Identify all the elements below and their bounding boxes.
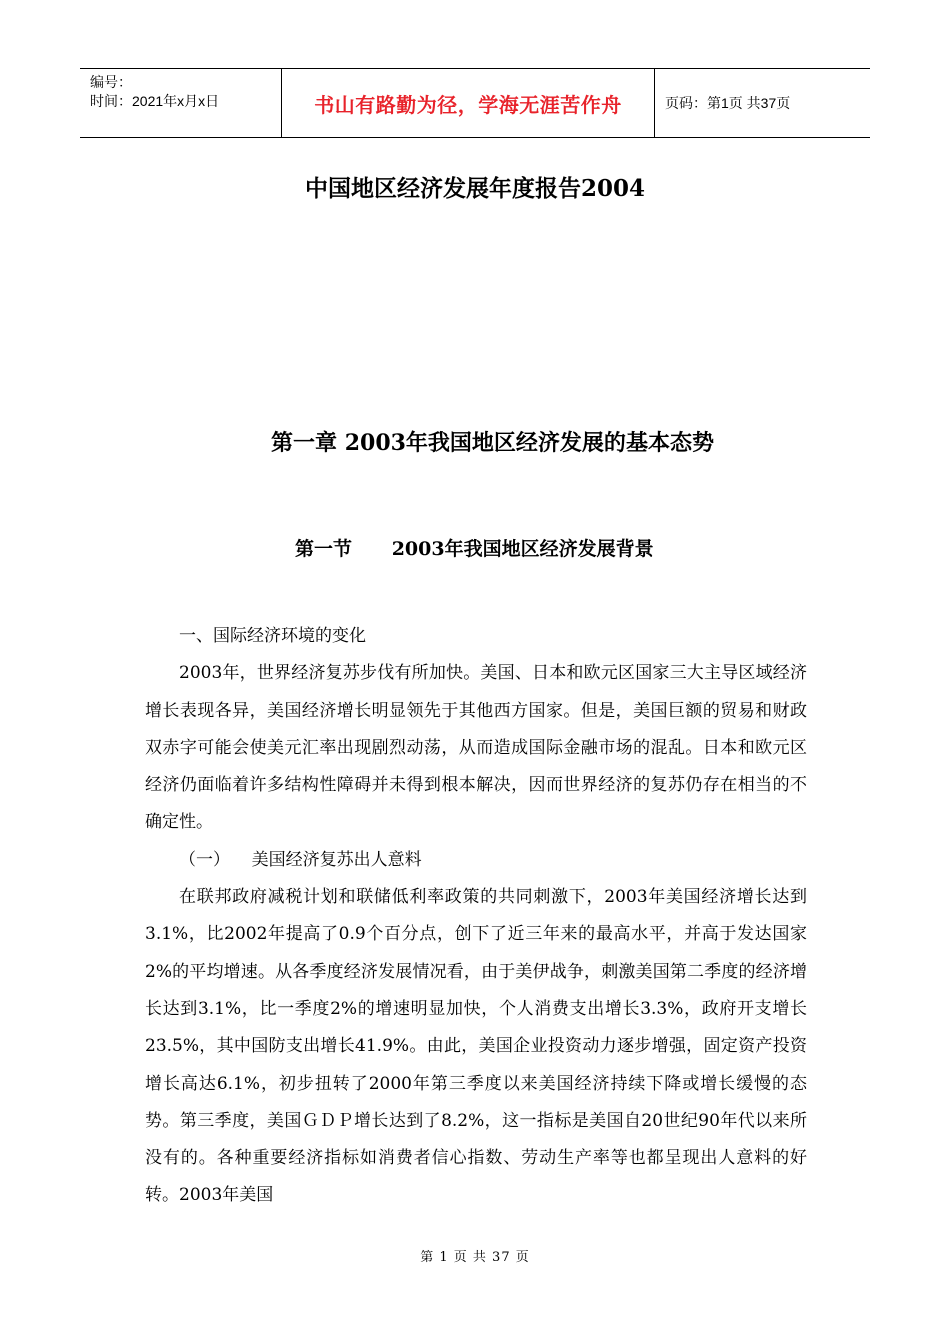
page-header <box>80 68 870 138</box>
document-title: 中国地区经济发展年度报告2004 <box>304 175 645 202</box>
heading-us-economy: （一） 美国经济复苏出人意料 <box>179 849 422 870</box>
time-label: 时间：2021年x月x日 <box>90 93 220 109</box>
number-label: 编号： <box>90 74 132 90</box>
paragraph: 2003年，世界经济复苏步伐有所加快。美国、日本和欧元区国家三大主导区域经济增长表现各异，美国经济增长明显领先于其他西方国家。但是，美国巨额的贸易和财政双赤字可能会使美元汇率出现剧烈动荡，从而造成国际金融市场的混乱。日本和欧元区经济仍面临着许多结构性障碍并未得到根本解决，因而世界经济的复苏仍存在相当的不确定性。 <box>145 663 807 833</box>
page-info: 页码：第1页 共37页 <box>665 95 791 111</box>
document-body <box>145 618 807 1215</box>
header-meta <box>80 69 282 137</box>
motto-text: 书山有路勤为径，学海无涯苦作舟 <box>314 92 622 117</box>
heading-international-environment: 一、国际经济环境的变化 <box>179 626 366 646</box>
section-title: 第一节 2003年我国地区经济发展背景 <box>295 538 654 560</box>
chapter-title: 第一章 2003年我国地区经济发展的基本态势 <box>271 430 714 456</box>
page-footer: 第 1 页 共 37 页 <box>420 1250 530 1265</box>
paragraph: 在联邦政府减税计划和联储低利率政策的共同刺激下，2003年美国经济增长达到3.1%，比2002年提高了0.9个百分点，创下了近三年来的最高水平，并高于发达国家2%的平均增速。从各季度经济发展情况看，由于美伊战争，刺激美国第二季度的经济增长达到3.1%，比一季度2%的增速明显加快，个人消费支出增长3.3%，政府开支增长23.5%，其中国防支出增长41.9%。由此，美国企业投资动力逐步增强，固定资产投资增长高达6.1%，初步扭转了2000年第三季度以来美国经济持续下降或增长缓慢的态势。第三季度，美国ＧＤＰ增长达到了8.2%，这一指标是美国自20世纪90年代以来所没有的。各种重要经济指标如消费者信心指数、劳动生产率等也都呈现出人意料的好转。2003年美国 <box>145 887 807 1206</box>
header-motto-cell <box>282 69 655 137</box>
